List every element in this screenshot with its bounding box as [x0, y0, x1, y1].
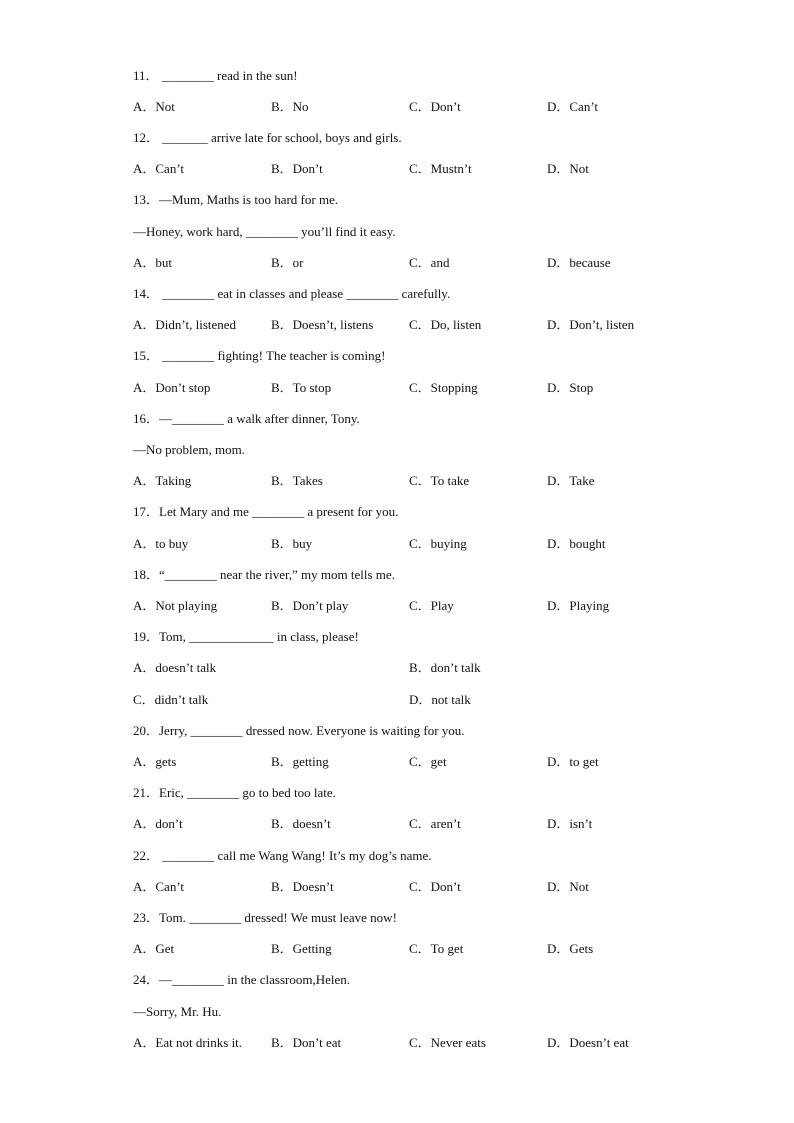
answer-option: B．don’t talk	[409, 660, 481, 675]
answer-option: D．not talk	[409, 692, 471, 707]
answer-option: C．Don’t	[409, 99, 461, 114]
answer-option: D．isn’t	[547, 816, 593, 831]
answer-option: B．No	[271, 99, 309, 114]
answer-option: C．To take	[409, 473, 470, 488]
question-stem: 21．Eric, ________ go to bed too late.	[133, 785, 336, 800]
answer-option: B．Doesn’t, listens	[271, 317, 374, 332]
question-stem: 11． ________ read in the sun!	[133, 68, 298, 83]
answer-option: D．to get	[547, 754, 599, 769]
question-stem: 19．Tom, _____________ in class, please!	[133, 629, 359, 644]
answer-option: A．Get	[133, 941, 175, 956]
answer-option: D．Stop	[547, 380, 594, 395]
options-row	[133, 753, 693, 771]
answer-option: A．to buy	[133, 536, 189, 551]
answer-option: D．Playing	[547, 598, 610, 613]
answer-option: C．Mustn’t	[409, 161, 472, 176]
answer-option: C．To get	[409, 941, 464, 956]
options-row	[133, 691, 693, 709]
answer-option: C．Stopping	[409, 380, 478, 395]
answer-option: C．aren’t	[409, 816, 461, 831]
answer-option: C．didn’t talk	[133, 692, 209, 707]
answer-option: D．Take	[547, 473, 595, 488]
answer-option: D．Doesn’t eat	[547, 1035, 629, 1050]
options-row	[133, 98, 693, 116]
answer-option: A．Taking	[133, 473, 192, 488]
options-row	[133, 316, 693, 334]
question-stem: 22． ________ call me Wang Wang! It’s my dog’s name.	[133, 848, 432, 863]
question-stem: 18．“________ near the river,” my mom tells me.	[133, 567, 395, 582]
answer-option: A．Not playing	[133, 598, 218, 613]
answer-option: B．or	[271, 255, 304, 270]
answer-option: B．Getting	[271, 941, 332, 956]
answer-option: D．Can’t	[547, 99, 599, 114]
answer-option: C．get	[409, 754, 447, 769]
answer-option: B．doesn’t	[271, 816, 331, 831]
question-stem: 12． _______ arrive late for school, boys and girls.	[133, 130, 402, 145]
answer-option: D．Not	[547, 161, 589, 176]
options-row	[133, 940, 693, 958]
answer-option: A．but	[133, 255, 173, 270]
options-row	[133, 878, 693, 896]
question-stem: 23．Tom. ________ dressed! We must leave now!	[133, 910, 397, 925]
options-row	[133, 1034, 693, 1052]
answer-option: D．Not	[547, 879, 589, 894]
answer-option: A．Don’t stop	[133, 380, 211, 395]
options-row	[133, 472, 693, 490]
answer-option: A．gets	[133, 754, 177, 769]
answer-option: B．To stop	[271, 380, 332, 395]
answer-option: A．Not	[133, 99, 175, 114]
options-row	[133, 535, 693, 553]
answer-option: D．Gets	[547, 941, 594, 956]
answer-option: A．doesn’t talk	[133, 660, 217, 675]
question-stem: 14． ________ eat in classes and please ________ carefully.	[133, 286, 451, 301]
answer-option: C．Play	[409, 598, 454, 613]
answer-option: A．Eat not drinks it.	[133, 1035, 243, 1050]
answer-option: C．buying	[409, 536, 467, 551]
options-row	[133, 597, 693, 615]
question-stem: 16．—________ a walk after dinner, Tony.	[133, 411, 360, 426]
answer-option: B．buy	[271, 536, 313, 551]
options-row	[133, 379, 693, 397]
options-row	[133, 815, 693, 833]
answer-option: C．Don’t	[409, 879, 461, 894]
question-dialogue-line: —Sorry, Mr. Hu.	[133, 1004, 222, 1019]
answer-option: B．Don’t	[271, 161, 323, 176]
question-stem: 17．Let Mary and me ________ a present for you.	[133, 504, 399, 519]
answer-option: A．Can’t	[133, 161, 185, 176]
answer-option: B．Doesn’t	[271, 879, 334, 894]
question-stem: 20．Jerry, ________ dressed now. Everyone is waiting for you.	[133, 723, 465, 738]
answer-option: B．getting	[271, 754, 329, 769]
answer-option: D．bought	[547, 536, 606, 551]
answer-option: B．Don’t play	[271, 598, 349, 613]
answer-option: C．and	[409, 255, 450, 270]
options-row	[133, 254, 693, 272]
question-stem: 15． ________ fighting! The teacher is coming!	[133, 348, 386, 363]
options-row	[133, 659, 693, 677]
answer-option: C．Never eats	[409, 1035, 486, 1050]
answer-option: D．Don’t, listen	[547, 317, 635, 332]
answer-option: D．because	[547, 255, 611, 270]
question-dialogue-line: —Honey, work hard, ________ you’ll find it easy.	[133, 224, 396, 239]
answer-option: A．Didn’t, listened	[133, 317, 237, 332]
answer-option: B．Don’t eat	[271, 1035, 342, 1050]
answer-option: B．Takes	[271, 473, 323, 488]
options-row	[133, 160, 693, 178]
answer-option: A．don’t	[133, 816, 183, 831]
question-stem: 13．—Mum, Maths is too hard for me.	[133, 192, 339, 207]
question-stem: 24．—________ in the classroom,Helen.	[133, 972, 350, 987]
answer-option: C．Do, listen	[409, 317, 482, 332]
question-dialogue-line: —No problem, mom.	[133, 442, 245, 457]
answer-option: A．Can’t	[133, 879, 185, 894]
